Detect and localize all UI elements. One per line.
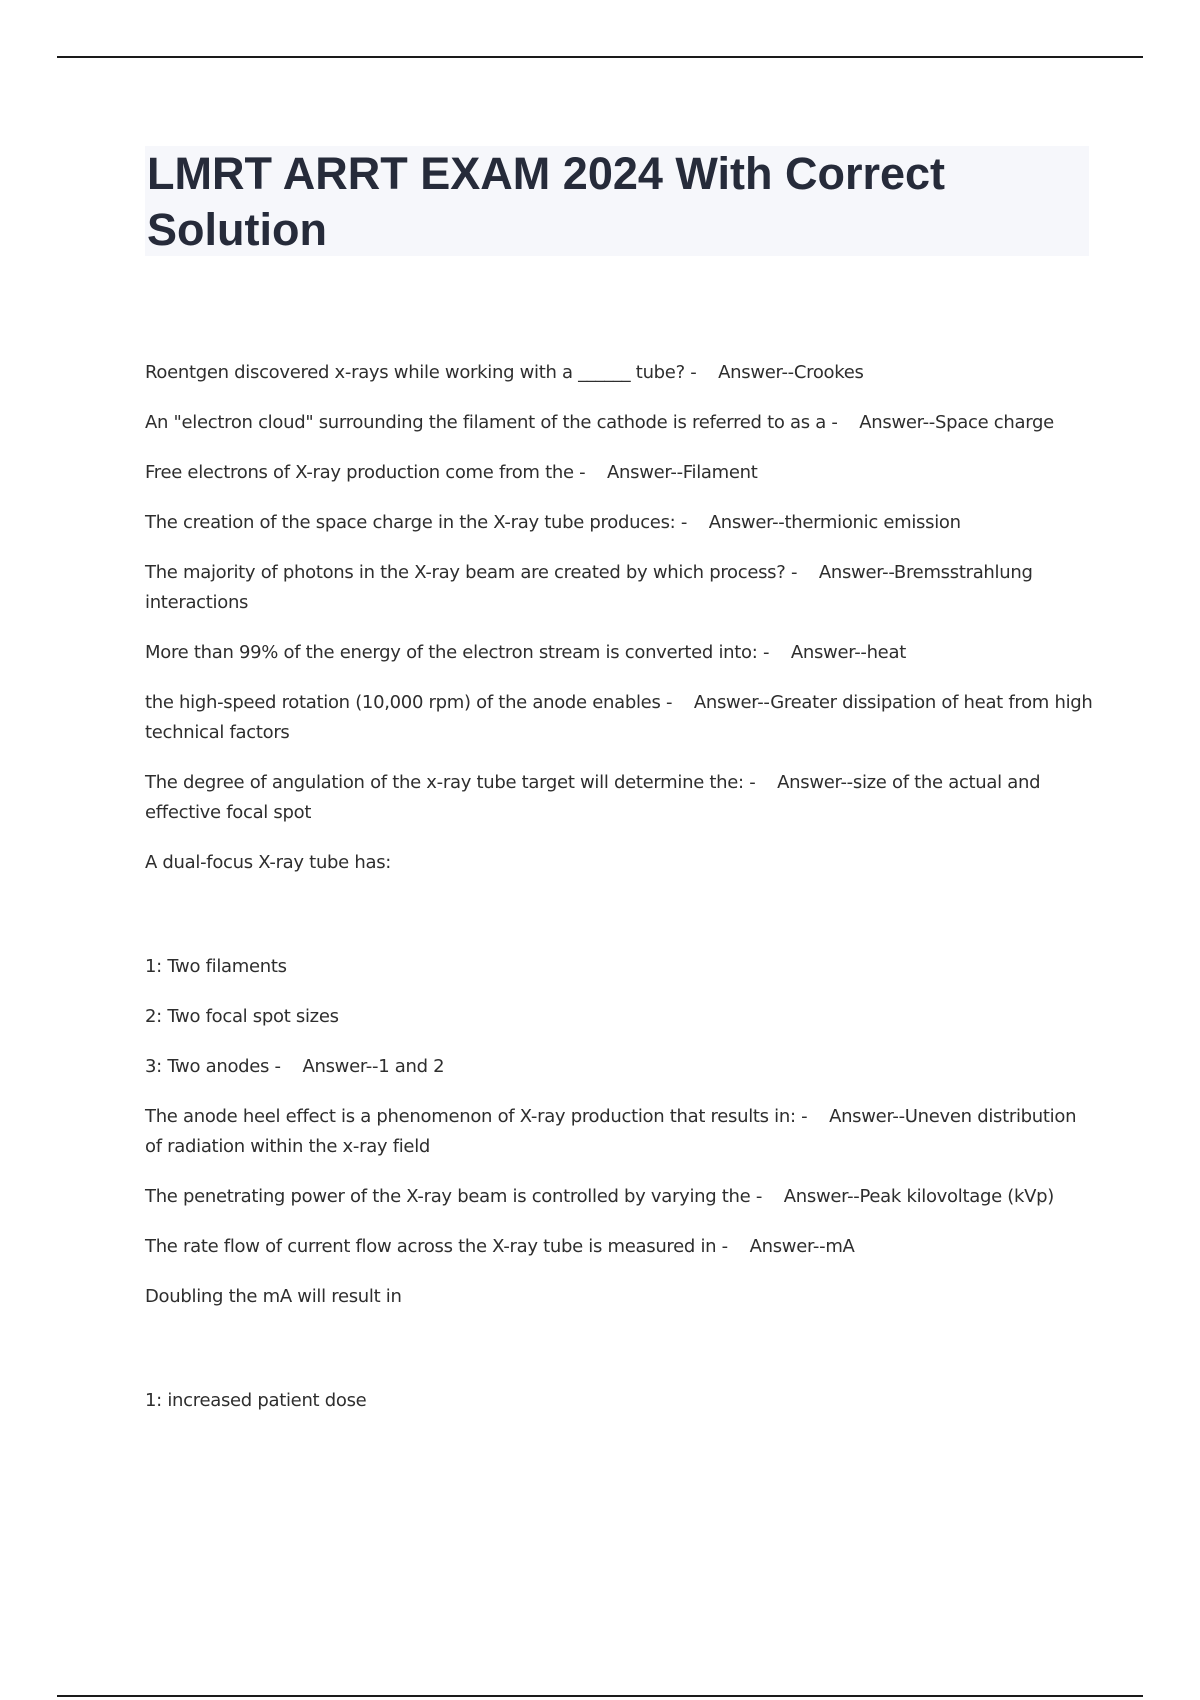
question-text: An "electron cloud" surrounding the filament of the cathode is referred to as a - [145,412,838,433]
page-title: LMRT ARRT EXAM 2024 With Correct Solution [147,148,946,255]
question-text: The creation of the space charge in the X-ray tube produces: - [145,512,688,533]
answer-text: Answer--mA [749,1236,855,1257]
qa-item [145,1102,1095,1162]
question-text: Roentgen discovered x-rays while working with a ______ tube? - [145,362,697,383]
qa-item [145,688,1095,748]
dual-focus-question: A dual-focus X-ray tube has: [145,852,392,873]
question-text: The anode heel effect is a phenomenon of X-ray production that results in: - [145,1106,808,1127]
qa-item [145,408,1095,438]
answer-text: Answer--size of the actual and effective focal spot [145,772,1041,823]
qa-item [145,1052,1095,1082]
bottom-rule [57,1695,1143,1697]
question-text: The majority of photons in the X-ray beam are created by which process? - [145,562,798,583]
qa-item [145,638,1095,668]
answer-text: Answer--Peak kilovoltage (kVp) [783,1186,1054,1207]
qa-item [145,558,1095,618]
answer-text: Answer--thermionic emission [708,512,961,533]
answer-text: Answer--Filament [607,462,758,483]
answer-text: Answer--heat [790,642,906,663]
answer-text: Answer--1 and 2 [302,1056,445,1077]
doubling-question: Doubling the mA will result in [145,1286,402,1307]
qa-item [145,508,1095,538]
answer-text: Answer--Greater dissipation of heat from high technical factors [145,692,1093,743]
question-text: The penetrating power of the X-ray beam is controlled by varying the - [145,1186,763,1207]
top-rule [57,56,1143,58]
title-block [145,146,1089,256]
qa-item [145,458,1095,488]
doubling-option: 1: increased patient dose [145,1390,367,1411]
dual-focus-option: 2: Two focal spot sizes [145,1006,339,1027]
qa-item [145,1182,1095,1212]
question-text: Free electrons of X-ray production come from the - [145,462,586,483]
dual-focus-option: 3: Two anodes - [145,1056,281,1077]
answer-text: Answer--Crookes [718,362,864,383]
answer-text: Answer--Bremsstrahlung interactions [145,562,1033,613]
qa-item [145,358,1095,388]
question-text: The rate flow of current flow across the X-ray tube is measured in - [145,1236,728,1257]
answer-text: Answer--Uneven distribution of radiation within the x-ray field [145,1106,1077,1157]
qa-content [145,358,1095,1436]
question-text: the high-speed rotation (10,000 rpm) of the anode enables - [145,692,673,713]
question-text: More than 99% of the energy of the electron stream is converted into: - [145,642,770,663]
qa-item [145,768,1095,828]
question-text: The degree of angulation of the x-ray tube target will determine the: - [145,772,756,793]
qa-item [145,1232,1095,1262]
answer-text: Answer--Space charge [859,412,1054,433]
dual-focus-option: 1: Two filaments [145,956,287,977]
